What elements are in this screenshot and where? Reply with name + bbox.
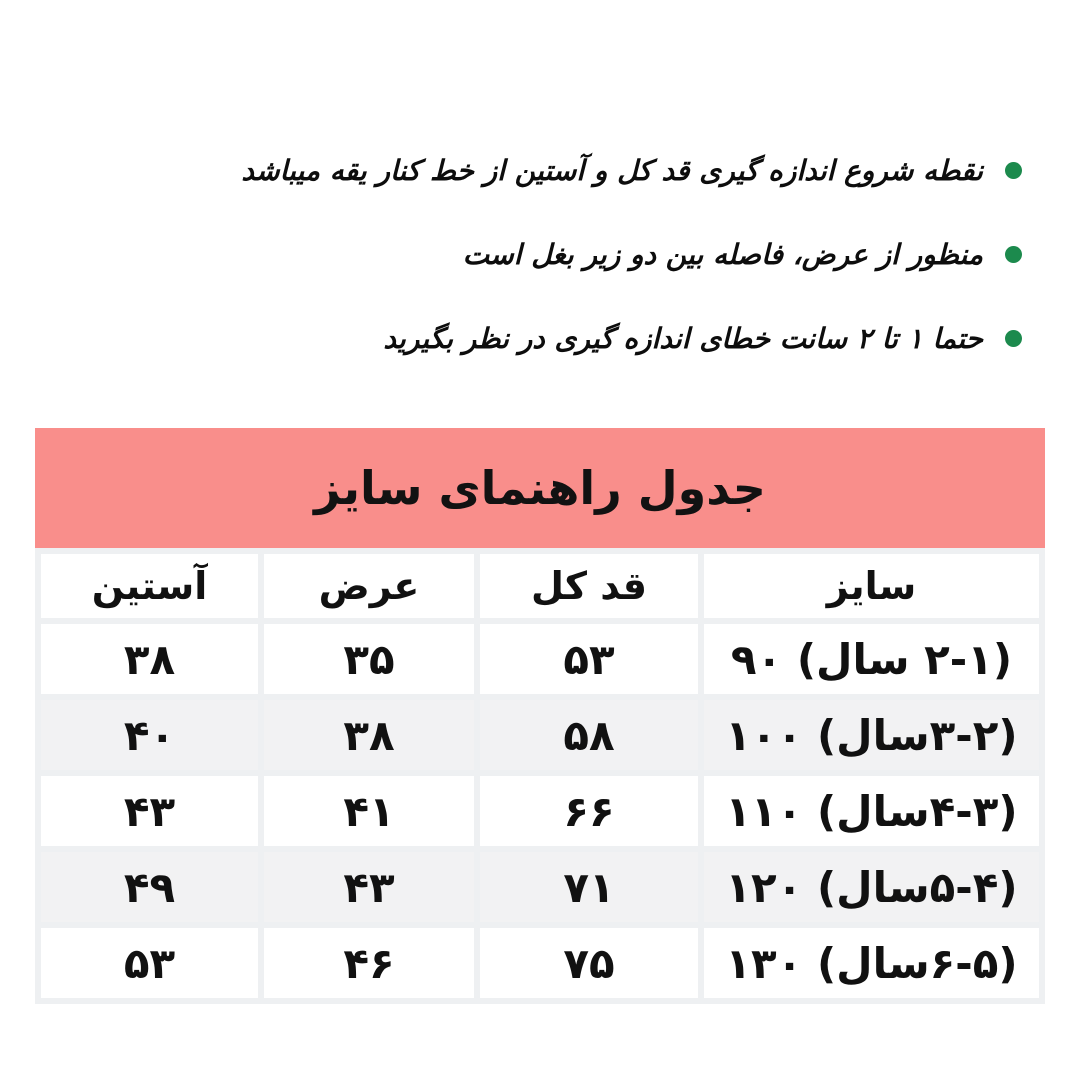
cell-size: (۴-۳سال) ۱۱۰ — [704, 776, 1039, 846]
bullet-dot-icon — [1005, 162, 1022, 179]
measurement-notes — [0, 128, 1080, 380]
column-header-sleeve: آستین — [41, 554, 258, 618]
note-item — [50, 128, 1022, 212]
table-row — [41, 776, 1039, 846]
column-header-height: قد کل — [480, 554, 698, 618]
note-text: نقطه شروع اندازه گیری قد کل و آستین از خط کنار یقه میباشد — [241, 153, 983, 187]
cell-width: ۳۸ — [264, 700, 474, 770]
note-text: حتما ۱ تا ۲ سانت خطای اندازه گیری در نظر بگیرید — [383, 321, 983, 355]
size-guide-page — [0, 128, 1080, 1080]
table-row — [41, 852, 1039, 922]
size-table — [35, 548, 1045, 1004]
cell-sleeve: ۴۰ — [41, 700, 258, 770]
cell-width: ۴۳ — [264, 852, 474, 922]
bullet-dot-icon — [1005, 246, 1022, 263]
cell-width: ۳۵ — [264, 624, 474, 694]
column-header-size: سایز — [704, 554, 1039, 618]
note-item — [50, 296, 1022, 380]
note-item — [50, 212, 1022, 296]
cell-height: ۵۳ — [480, 624, 698, 694]
cell-height: ۷۱ — [480, 852, 698, 922]
cell-sleeve: ۵۳ — [41, 928, 258, 998]
cell-sleeve: ۴۳ — [41, 776, 258, 846]
cell-size: (۲-۱ سال) ۹۰ — [704, 624, 1039, 694]
cell-sleeve: ۴۹ — [41, 852, 258, 922]
cell-height: ۵۸ — [480, 700, 698, 770]
cell-size: (۵-۴سال) ۱۲۰ — [704, 852, 1039, 922]
cell-width: ۴۶ — [264, 928, 474, 998]
page-title: جدول راهنمای سایز — [314, 461, 766, 515]
table-row — [41, 624, 1039, 694]
cell-size: (۶-۵سال) ۱۳۰ — [704, 928, 1039, 998]
table-header-row — [41, 554, 1039, 618]
note-text: منظور از عرض، فاصله بین دو زیر بغل است — [462, 237, 983, 271]
cell-size: (۳-۲سال) ۱۰۰ — [704, 700, 1039, 770]
cell-sleeve: ۳۸ — [41, 624, 258, 694]
table-row — [41, 700, 1039, 770]
bullet-dot-icon — [1005, 330, 1022, 347]
table-row — [41, 928, 1039, 998]
column-header-width: عرض — [264, 554, 474, 618]
cell-height: ۶۶ — [480, 776, 698, 846]
cell-width: ۴۱ — [264, 776, 474, 846]
size-guide-banner — [35, 428, 1045, 548]
cell-height: ۷۵ — [480, 928, 698, 998]
